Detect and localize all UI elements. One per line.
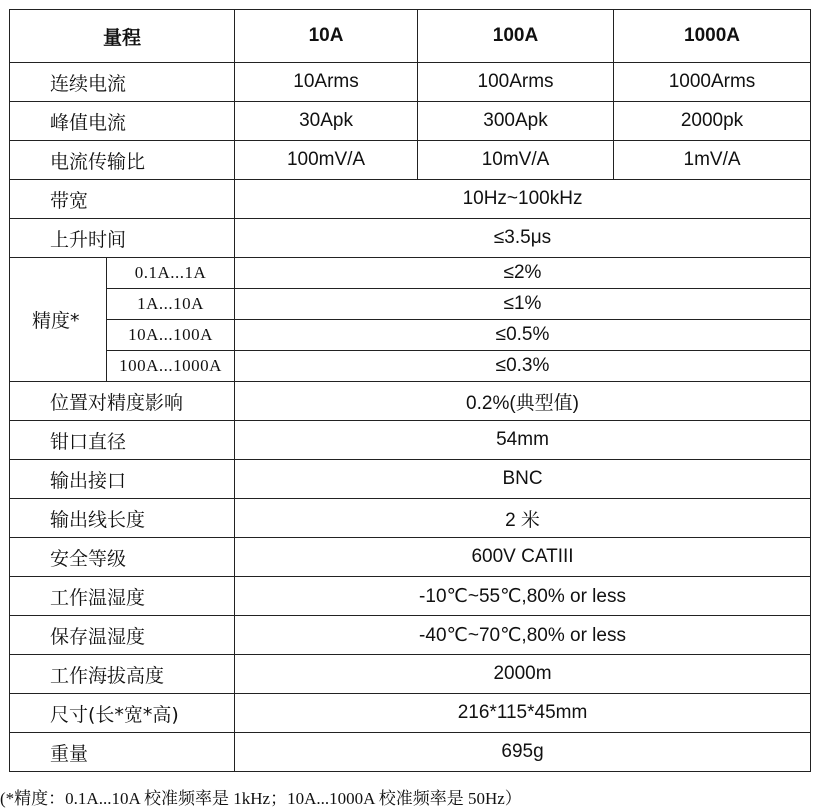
spec-table [9,9,811,772]
row-label: 安全等级 [10,538,235,577]
table-row [10,258,811,289]
row-label: 工作温湿度 [10,577,235,616]
table-row [10,382,811,421]
table-row [10,289,811,320]
cell-value: ≤0.5% [235,320,811,351]
cell-value: ≤1% [235,289,811,320]
cell-value: 10Arms [235,63,418,102]
header-range-label: 量程 [10,10,235,63]
table-row [10,421,811,460]
accuracy-range: 1A...10A [107,289,235,320]
cell-value: ≤2% [235,258,811,289]
row-label: 尺寸(长*宽*高) [10,694,235,733]
table-row [10,655,811,694]
header-col-1000a: 1000A [614,10,811,63]
row-label: 重量 [10,733,235,772]
table-row [10,460,811,499]
row-label: 钳口直径 [10,421,235,460]
row-label: 输出线长度 [10,499,235,538]
table-row [10,351,811,382]
row-label: 电流传输比 [10,141,235,180]
cell-value: 2000m [235,655,811,694]
row-label: 峰值电流 [10,102,235,141]
table-row [10,219,811,258]
cell-value: 2000pk [614,102,811,141]
cell-value: BNC [235,460,811,499]
cell-value: 216*115*45mm [235,694,811,733]
row-label: 保存温湿度 [10,616,235,655]
accuracy-range: 100A...1000A [107,351,235,382]
cell-value: -10℃~55℃,80% or less [235,577,811,616]
table-row [10,320,811,351]
row-label: 位置对精度影响 [10,382,235,421]
accuracy-range: 10A...100A [107,320,235,351]
table-row [10,577,811,616]
accuracy-label: 精度* [10,258,107,382]
cell-value: 100mV/A [235,141,418,180]
accuracy-range: 0.1A...1A [107,258,235,289]
row-label: 上升时间 [10,219,235,258]
row-label: 带宽 [10,180,235,219]
cell-value: -40℃~70℃,80% or less [235,616,811,655]
cell-value: 100Arms [418,63,614,102]
cell-value: 1000Arms [614,63,811,102]
cell-value: 0.2%(典型值) [235,382,811,421]
cell-value: ≤0.3% [235,351,811,382]
cell-value: 695g [235,733,811,772]
header-col-100a: 100A [418,10,614,63]
cell-value: 2 米 [235,499,811,538]
table-row [10,63,811,102]
cell-value: 300Apk [418,102,614,141]
header-col-10a: 10A [235,10,418,63]
cell-value: 10mV/A [418,141,614,180]
table-row [10,616,811,655]
table-row [10,694,811,733]
row-label: 输出接口 [10,460,235,499]
row-label: 工作海拔高度 [10,655,235,694]
cell-value: 54mm [235,421,811,460]
cell-value: ≤3.5μs [235,219,811,258]
table-header-row [10,10,811,63]
cell-value: 10Hz~100kHz [235,180,811,219]
cell-value: 1mV/A [614,141,811,180]
table-row [10,102,811,141]
footnote: (*精度：0.1A...10A 校准频率是 1kHz；10A...1000A 校准频率是 50Hz） [0,789,522,808]
table-row [10,499,811,538]
cell-value: 600V CATIII [235,538,811,577]
row-label: 连续电流 [10,63,235,102]
cell-value: 30Apk [235,102,418,141]
table-row [10,538,811,577]
table-row [10,733,811,772]
table-row [10,180,811,219]
table-row [10,141,811,180]
